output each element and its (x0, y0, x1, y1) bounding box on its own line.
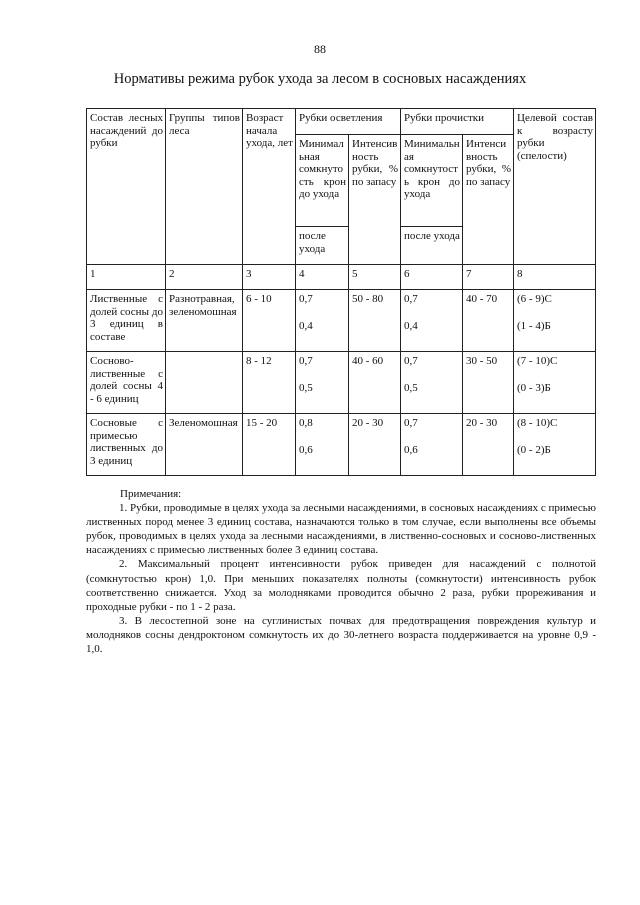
column-number: 6 (401, 265, 463, 290)
closure-after: 0,5 (404, 381, 418, 394)
column-number-row (87, 265, 596, 290)
closure-after: 0,5 (299, 381, 313, 394)
header-clar-intensity: Интенсивность рубки, % по запасу (349, 135, 401, 265)
target-pine: (8 - 10)С (517, 417, 558, 429)
cell-forest-group: Зеленомошная (166, 414, 243, 476)
cell-clar-closure (296, 290, 349, 352)
header-clar-min-closure: Минимальная сомкнутость крон до ухода (296, 135, 349, 227)
norms-table (86, 108, 596, 476)
cell-forest-group (166, 352, 243, 414)
column-number: 3 (243, 265, 296, 290)
header-clean-after-care: после ухода (401, 227, 463, 265)
header-target-composition: Целевой состав к возрасту рубки (спелости) (514, 109, 596, 265)
page-number: 88 (314, 42, 326, 56)
column-number: 8 (514, 265, 596, 290)
cell-clar-closure (296, 414, 349, 476)
closure-before: 0,7 (299, 293, 313, 305)
cell-target (514, 414, 596, 476)
header-start-age: Возраст начала ухода, лет (243, 109, 296, 265)
cell-composition: Сосновые с примесью лиственных до 3 единиц (87, 414, 166, 476)
header-clar-after-care: после ухода (296, 227, 349, 265)
header-clean-min-closure: Минимальная сомкнутость крон до ухода (401, 135, 463, 227)
cell-clar-intensity: 50 - 80 (349, 290, 401, 352)
closure-after: 0,4 (299, 319, 313, 332)
closure-before: 0,7 (404, 293, 418, 305)
cell-age: 8 - 12 (243, 352, 296, 414)
cell-composition: Сосново-лиственные с долей сосны 4 - 6 единиц (87, 352, 166, 414)
notes-title: Примечания: (120, 488, 182, 500)
column-number: 4 (296, 265, 349, 290)
cell-clar-intensity: 40 - 60 (349, 352, 401, 414)
cell-target (514, 352, 596, 414)
header-forest-groups: Группы типов леса (166, 109, 243, 265)
column-number: 5 (349, 265, 401, 290)
closure-before: 0,7 (404, 417, 418, 429)
notes-section (86, 487, 596, 656)
column-number: 2 (166, 265, 243, 290)
cell-clar-intensity: 20 - 30 (349, 414, 401, 476)
note-item: 2. Максимальный процент интенсивности рубок приведен для насаждений с полнотой (сомкнутостью крон) 1,0. При меньших показателях полноты (сомкнутости) интенсивность рубок соответственно снижается. Уход за молодняками проводится обычно 2 раза, рубки прореживания и проходные рубки - по 1 - 2 раза. (86, 558, 596, 613)
table-row (87, 414, 596, 476)
column-number: 1 (87, 265, 166, 290)
closure-after: 0,4 (404, 319, 418, 332)
cell-clean-closure (401, 352, 463, 414)
cell-clean-intensity: 40 - 70 (463, 290, 514, 352)
closure-after: 0,6 (299, 443, 313, 456)
closure-before: 0,8 (299, 417, 313, 429)
target-pine: (6 - 9)С (517, 293, 552, 305)
cell-age: 15 - 20 (243, 414, 296, 476)
header-cleaning: Рубки прочистки (401, 109, 514, 135)
header-clarification: Рубки осветления (296, 109, 401, 135)
table-row (87, 290, 596, 352)
cell-clean-intensity: 20 - 30 (463, 414, 514, 476)
cell-composition: Лиственные с долей сосны до 3 единиц в составе (87, 290, 166, 352)
target-birch: (0 - 2)Б (517, 443, 551, 456)
target-birch: (0 - 3)Б (517, 381, 551, 394)
cell-target (514, 290, 596, 352)
note-item: 3. В лесостепной зоне на суглинистых почвах для предотвращения повреждения культур и молодняков сосны дендроктоном сомкнутость их до 30-летнего возраста поддерживается на уровне 0,9 - 1,0. (86, 614, 596, 656)
note-item: 1. Рубки, проводимые в целях ухода за лесными насаждениями, в сосновых насаждениях с примесью лиственных пород менее 3 единиц состава, назначаются только в том случае, если выполнены все объемы рубок, проводимых в целях ухода за лесными насаждениями, в лиственно-сосновых и сосново-лиственных насаждениях с примесью лиственных более 3 единиц состава. (86, 502, 596, 557)
header-clean-intensity: Интенсивность рубки, % по запасу (463, 135, 514, 265)
header-composition: Состав лесных насаждений до рубки (87, 109, 166, 265)
cell-clar-closure (296, 352, 349, 414)
closure-before: 0,7 (299, 355, 313, 367)
table-header-row (87, 109, 596, 135)
cell-clean-closure (401, 414, 463, 476)
document-title: Нормативы режима рубок ухода за лесом в сосновых насаждениях (113, 71, 527, 87)
cell-clean-intensity: 30 - 50 (463, 352, 514, 414)
closure-before: 0,7 (404, 355, 418, 367)
closure-after: 0,6 (404, 443, 418, 456)
column-number: 7 (463, 265, 514, 290)
table-row (87, 352, 596, 414)
cell-forest-group: Разнотравная, зеленомошная (166, 290, 243, 352)
target-birch: (1 - 4)Б (517, 319, 551, 332)
cell-age: 6 - 10 (243, 290, 296, 352)
cell-clean-closure (401, 290, 463, 352)
target-pine: (7 - 10)С (517, 355, 558, 367)
